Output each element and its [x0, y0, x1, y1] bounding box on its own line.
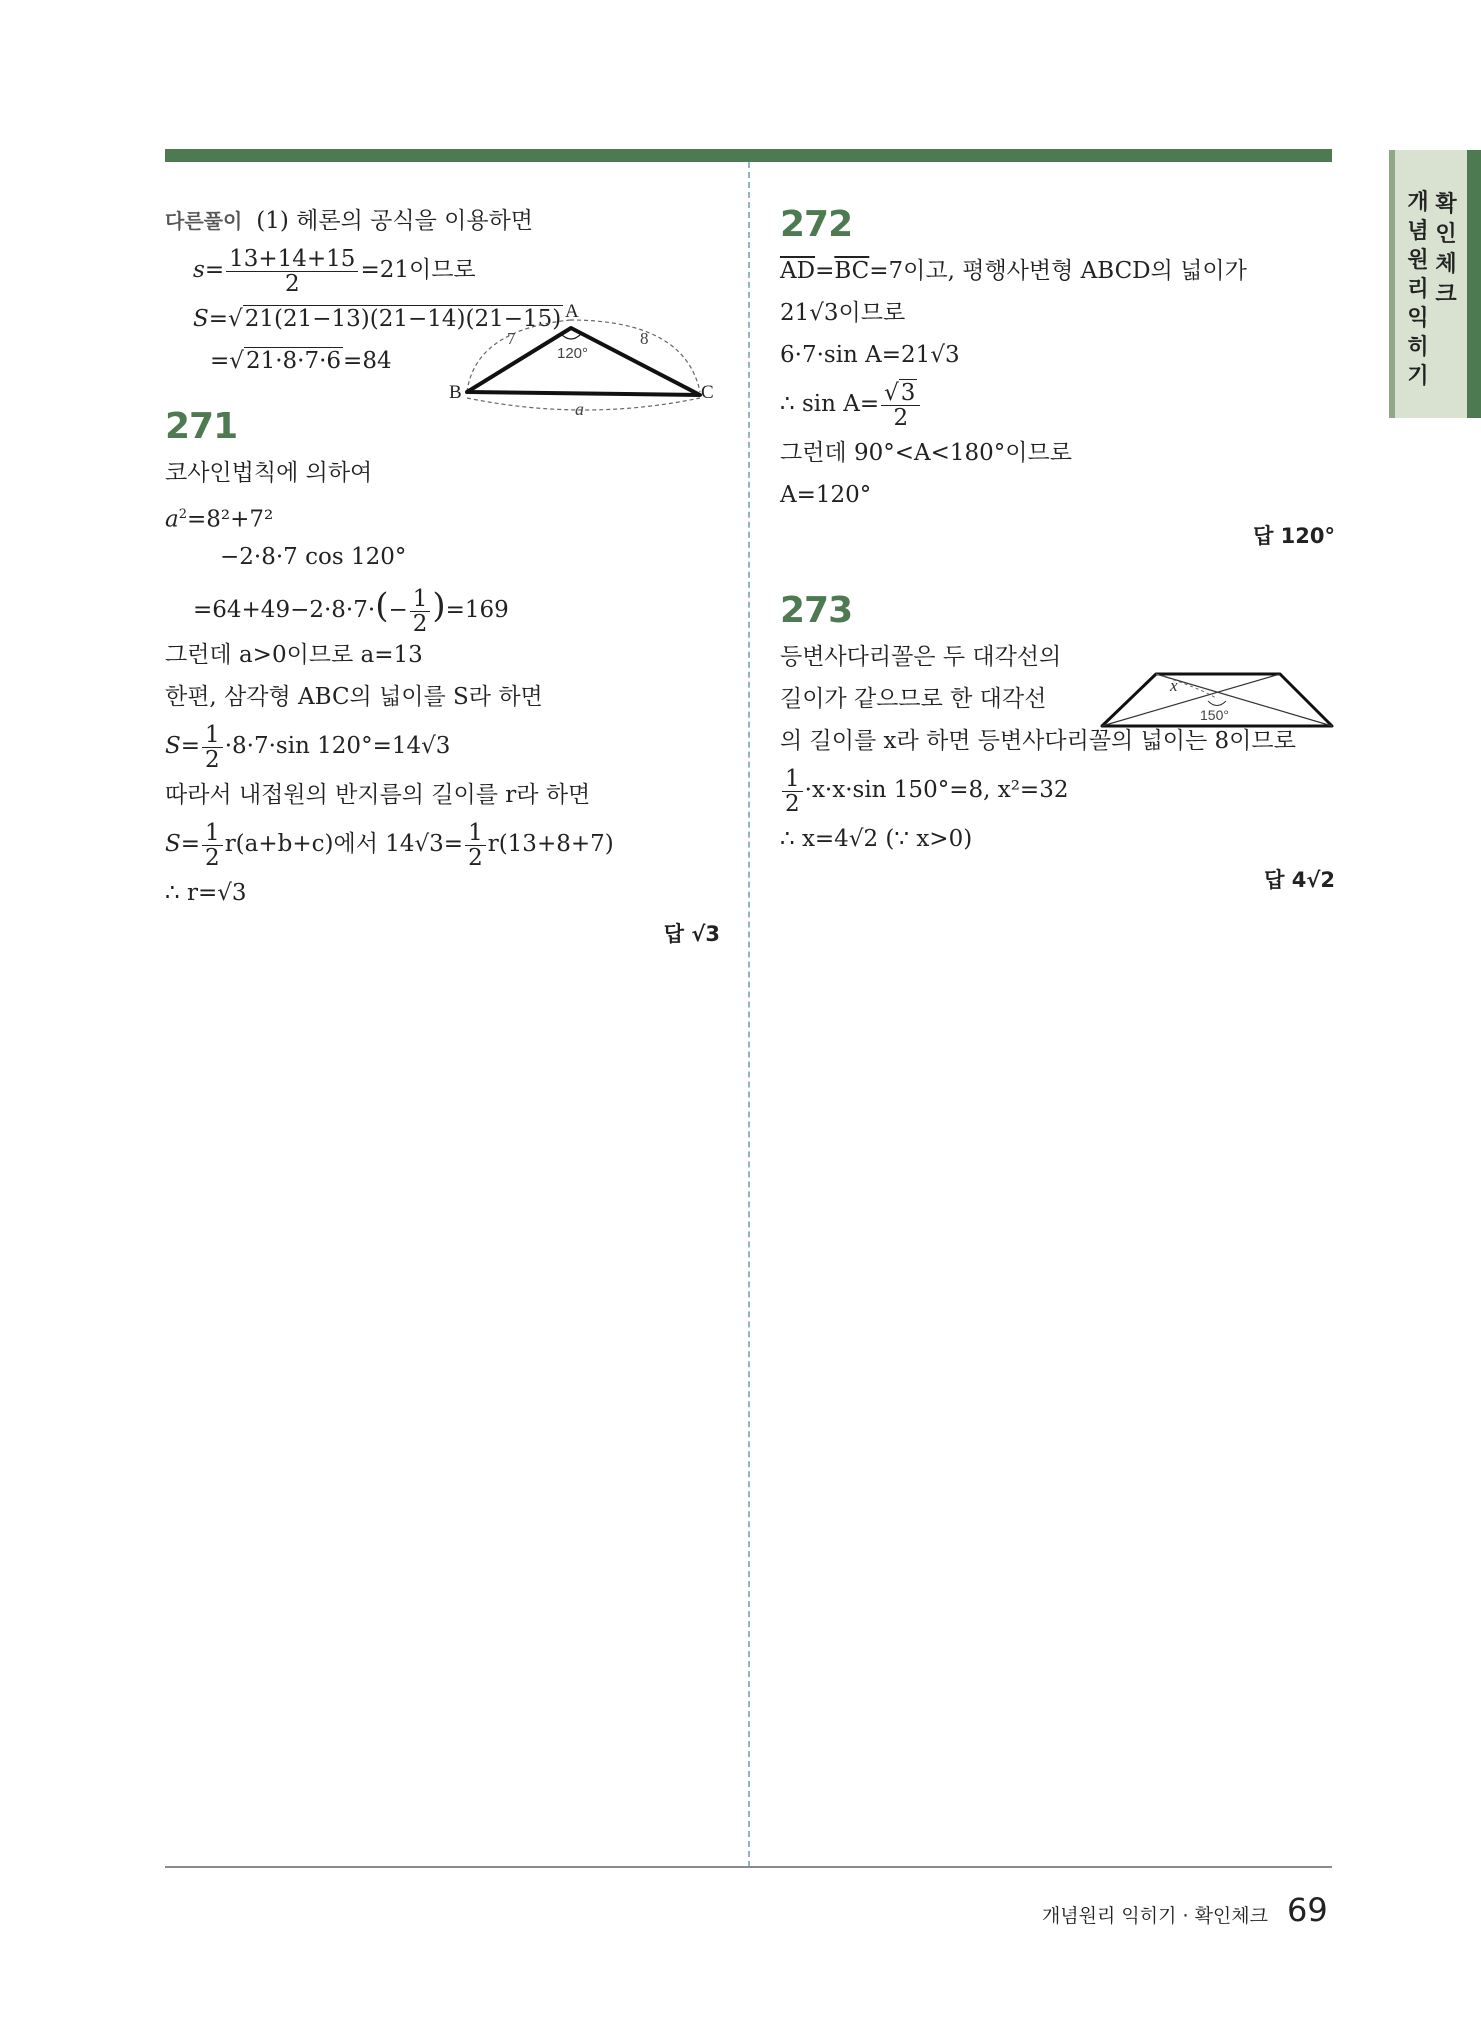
vertex-c-label: C — [701, 382, 714, 403]
p271-eq2: −2·8·7 cos 120° — [220, 544, 407, 570]
p271-line4: 그런데 a>0이므로 a=13 — [165, 642, 423, 668]
p271-eq3: =64+49−2·8·7·(− $\frac{1}{2}$ )=169 — [193, 585, 509, 637]
p272-line1: $\overline{AD}=\overline{BC}=7$이고, 평행사변형 ABCD의 넓이가 — [780, 258, 1247, 284]
vertex-a-label: A — [565, 301, 579, 322]
side-tab-line2: 확인체크 — [1435, 192, 1457, 307]
alt-solution-label: 다른풀이 — [165, 209, 243, 233]
alt-solution-intro: 다른풀이 (1) 헤론의 공식을 이용하면 — [165, 208, 533, 234]
chapter-side-tab — [1389, 150, 1481, 418]
diagonal-x-label: x — [1170, 676, 1178, 695]
problem-273-number: 273 — [780, 590, 853, 631]
top-color-bar — [165, 149, 1332, 162]
p272-line6: A=120° — [780, 482, 872, 508]
heron-formula-1: S=√21(21−13)(21−14)(21−15) — [193, 306, 562, 332]
p272-line5: 그런데 90°<A<180°이므로 — [780, 440, 1072, 466]
p271-intro: 코사인법칙에 의하여 — [165, 460, 373, 486]
angle-150-label: 150° — [1200, 707, 1229, 723]
p271-line7: 따라서 내접원의 반지름의 길이를 r라 하면 — [165, 782, 591, 808]
p271-line6: S= $\frac{1}{2}$ ·8·7·sin 120°=14√3 — [165, 721, 451, 773]
bottom-rule — [165, 1866, 1332, 1868]
p273-line5: ∴ x=4√2 (∵ x>0) — [780, 826, 973, 852]
side-tab-line1: 개념원리 익히기 — [1407, 190, 1429, 389]
p271-line8: S= $\frac{1}{2}$ r(a+b+c)에서 14√3= $\frac{1}{2}$ r(13+8+7) — [165, 819, 614, 871]
p273-line4: $\frac{1}{2}$ ·x·x·sin 150°=8, x²=32 — [780, 762, 1335, 818]
p272-line3: 6·7·sin A=21√3 — [780, 342, 960, 368]
side-ac-label: 8 — [640, 329, 649, 348]
p273-line2: 길이가 같으므로 한 대각선 — [780, 686, 1047, 712]
p271-eq1: $a^2=8^2+7^2$ — [165, 506, 274, 533]
problem-271-number: 271 — [165, 406, 238, 447]
right-column — [780, 200, 1335, 900]
heron-formula-2: =√21·8·7·6=84 — [210, 348, 392, 374]
p272-answer: 답 120° — [1253, 524, 1335, 548]
problem-272-number: 272 — [780, 204, 853, 245]
page-number: 69 — [1287, 1891, 1328, 1929]
angle-a-label: 120° — [557, 345, 589, 362]
column-divider — [748, 162, 750, 1867]
trapezoid-figure — [1100, 670, 1335, 730]
side-tab-bar — [1467, 150, 1481, 418]
p272-line4: ∴ sin A= $\frac{√3}{2}$ — [780, 376, 1335, 432]
side-ab-label: 7 — [507, 329, 516, 348]
s-formula: s= $\frac{13+14+15}{2}$ =21이므로 — [193, 245, 476, 297]
p273-line1: 등변사다리꼴은 두 대각선의 — [780, 644, 1062, 670]
p271-line5: 한편, 삼각형 ABC의 넓이를 S라 하면 — [165, 684, 543, 710]
p273-answer: 답 4√2 — [1264, 868, 1335, 892]
p272-line2: 21√3이므로 — [780, 300, 906, 326]
triangle-figure — [445, 300, 725, 420]
p271-answer: 답 √3 — [663, 922, 720, 946]
side-bc-label: a — [575, 399, 584, 419]
p271-line9: ∴ r=√3 — [165, 880, 247, 906]
vertex-b-label: B — [449, 382, 462, 403]
footer-label: 개념원리 익히기 · 확인체크 — [1041, 1905, 1268, 1927]
p273-line3: 의 길이를 x라 하면 등변사다리꼴의 넓이는 8이므로 — [780, 728, 1296, 754]
